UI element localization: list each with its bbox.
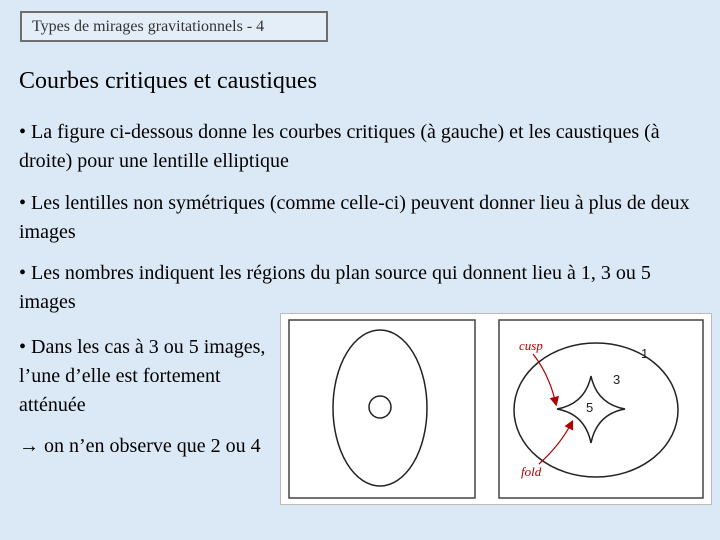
slide-header-text: Types de mirages gravitationnels - 4 bbox=[32, 18, 265, 35]
conclusion-arrow-text: → on n’en observe que 2 ou 4 bbox=[19, 435, 261, 457]
region-number-1: 1 bbox=[641, 346, 649, 361]
inner-critical-curve bbox=[369, 396, 391, 418]
bullet-region-numbers: • Les nombres indiquent les régions du plan source qui donnent lieu à 1, 3 ou 5 images bbox=[19, 262, 651, 313]
fold-label: fold bbox=[521, 464, 542, 479]
fold-arrow bbox=[539, 422, 572, 464]
outer-caustic bbox=[514, 343, 678, 477]
cusp-label: cusp bbox=[519, 338, 543, 353]
outer-critical-curve bbox=[333, 330, 427, 486]
region-number-5: 5 bbox=[586, 400, 594, 415]
slide-title: Courbes critiques et caustiques bbox=[19, 68, 317, 94]
critical-curve-panel bbox=[289, 320, 475, 498]
bullet-asymmetric-lenses: • Les lentilles non symétriques (comme celle-ci) peuvent donner lieu à plus de deux images bbox=[19, 192, 690, 243]
region-number-3: 3 bbox=[613, 372, 621, 387]
lens-diagram bbox=[281, 314, 711, 504]
bullet-attenuated-image: • Dans les cas à 3 ou 5 images, l’une d’elle est fortement atténuée bbox=[19, 336, 266, 416]
cusp-arrow bbox=[533, 354, 556, 404]
slide-header bbox=[20, 11, 328, 42]
lens-figure bbox=[280, 313, 712, 505]
bullet-critical-curves: • La figure ci-dessous donne les courbes critiques (à gauche) et les caustiques (à droite) pour une lentille elliptique bbox=[19, 121, 660, 172]
